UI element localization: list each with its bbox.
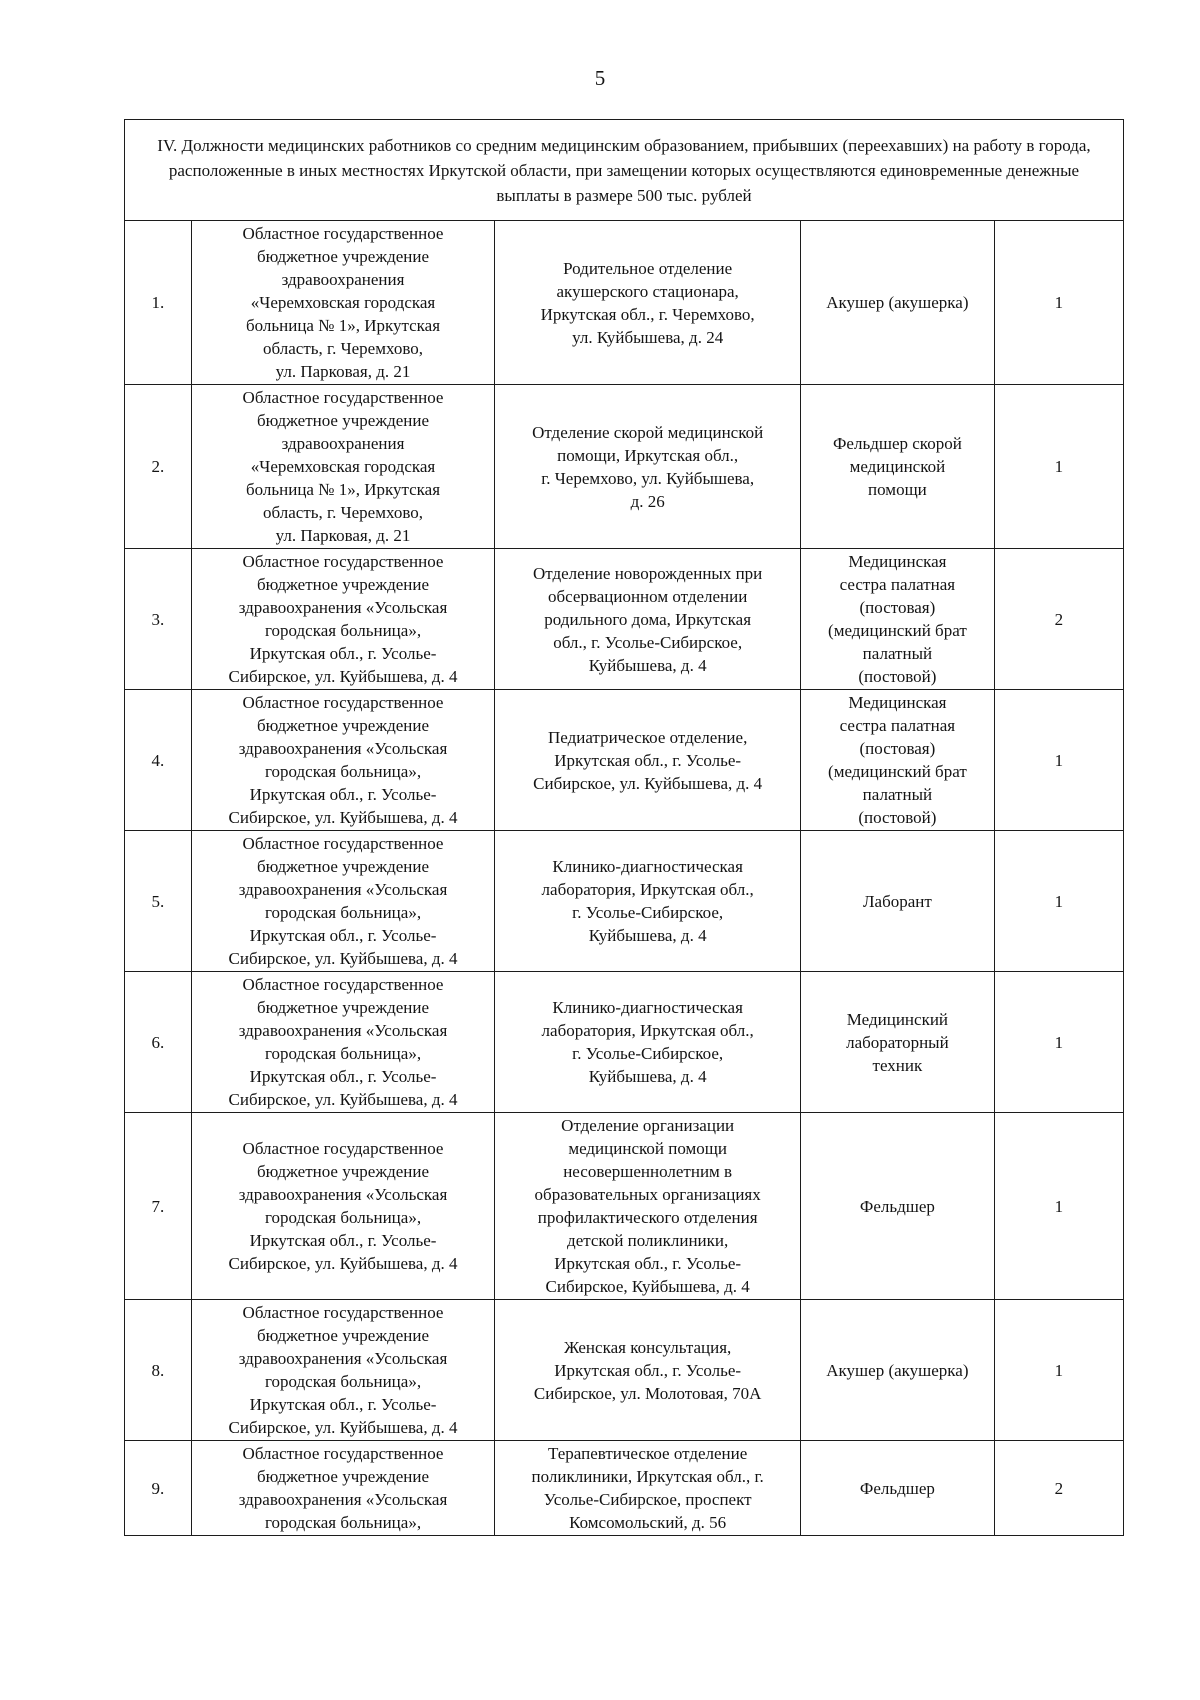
- count-cell: 1: [994, 1113, 1123, 1300]
- department-cell: Родительное отделение акушерского стационара, Иркутская обл., г. Черемхово, ул. Куйбышева, д. 24: [495, 221, 801, 385]
- organization-cell: Областное государственное бюджетное учреждение здравоохранения «Усольская городская больница», Иркутская обл., г. Усолье- Сибирское, ул. Куйбышева, д. 4: [191, 549, 495, 690]
- department-cell: Женская консультация, Иркутская обл., г. Усолье- Сибирское, ул. Молотовая, 70А: [495, 1300, 801, 1441]
- position-cell: Фельдшер скорой медицинской помощи: [801, 385, 995, 549]
- count-cell: 1: [994, 831, 1123, 972]
- position-cell: Акушер (акушерка): [801, 1300, 995, 1441]
- row-number-cell: 4.: [125, 690, 192, 831]
- position-cell: Лаборант: [801, 831, 995, 972]
- row-number-cell: 7.: [125, 1113, 192, 1300]
- position-cell: Акушер (акушерка): [801, 221, 995, 385]
- organization-cell: Областное государственное бюджетное учреждение здравоохранения «Усольская городская больница», Иркутская обл., г. Усолье- Сибирское, ул. Куйбышева, д. 4: [191, 1113, 495, 1300]
- table-row: [125, 385, 1124, 549]
- organization-cell: Областное государственное бюджетное учреждение здравоохранения «Усольская городская больница», Иркутская обл., г. Усолье- Сибирское, ул. Куйбышева, д. 4: [191, 972, 495, 1113]
- row-number-cell: 1.: [125, 221, 192, 385]
- count-cell: 2: [994, 549, 1123, 690]
- count-cell: 2: [994, 1441, 1123, 1536]
- table-row: [125, 1441, 1124, 1536]
- position-cell: Медицинский лабораторный техник: [801, 972, 995, 1113]
- position-cell: Фельдшер: [801, 1441, 995, 1536]
- organization-cell: Областное государственное бюджетное учреждение здравоохранения «Усольская городская больница»,: [191, 1441, 495, 1536]
- row-number-cell: 3.: [125, 549, 192, 690]
- page-number: 5: [594, 66, 606, 90]
- position-cell: Медицинская сестра палатная (постовая) (медицинский брат палатный (постовой): [801, 690, 995, 831]
- section-heading-row: [125, 120, 1124, 221]
- count-cell: 1: [994, 385, 1123, 549]
- count-cell: 1: [994, 221, 1123, 385]
- department-cell: Клинико-диагностическая лаборатория, Иркутская обл., г. Усолье-Сибирское, Куйбышева, д. 4: [495, 972, 801, 1113]
- count-cell: 1: [994, 1300, 1123, 1441]
- section-heading: IV. Должности медицинских работников со средним медицинским образованием, прибывших (переехавших) на работу в города, расположенные в иных местностях Иркутской области, при замещении которых осуществляются единовременные денежные выплаты в размере 500 тыс. рублей: [125, 120, 1124, 221]
- department-cell: Клинико-диагностическая лаборатория, Иркутская обл., г. Усолье-Сибирское, Куйбышева, д. 4: [495, 831, 801, 972]
- table-row: [125, 831, 1124, 972]
- organization-cell: Областное государственное бюджетное учреждение здравоохранения «Усольская городская больница», Иркутская обл., г. Усолье- Сибирское, ул. Куйбышева, д. 4: [191, 690, 495, 831]
- row-number-cell: 9.: [125, 1441, 192, 1536]
- position-cell: Медицинская сестра палатная (постовая) (медицинский брат палатный (постовой): [801, 549, 995, 690]
- department-cell: Педиатрическое отделение, Иркутская обл., г. Усолье- Сибирское, ул. Куйбышева, д. 4: [495, 690, 801, 831]
- table-row: [125, 549, 1124, 690]
- position-cell: Фельдшер: [801, 1113, 995, 1300]
- department-cell: Отделение скорой медицинской помощи, Иркутская обл., г. Черемхово, ул. Куйбышева, д. 26: [495, 385, 801, 549]
- table-row: [125, 1300, 1124, 1441]
- table-row: [125, 221, 1124, 385]
- organization-cell: Областное государственное бюджетное учреждение здравоохранения «Черемховская городская больница № 1», Иркутская область, г. Черемхово, ул. Парковая, д. 21: [191, 385, 495, 549]
- table-row: [125, 972, 1124, 1113]
- row-number-cell: 6.: [125, 972, 192, 1113]
- row-number-cell: 2.: [125, 385, 192, 549]
- organization-cell: Областное государственное бюджетное учреждение здравоохранения «Черемховская городская больница № 1», Иркутская область, г. Черемхово, ул. Парковая, д. 21: [191, 221, 495, 385]
- department-cell: Отделение новорожденных при обсервационном отделении родильного дома, Иркутская обл., г. Усолье-Сибирское, Куйбышева, д. 4: [495, 549, 801, 690]
- organization-cell: Областное государственное бюджетное учреждение здравоохранения «Усольская городская больница», Иркутская обл., г. Усолье- Сибирское, ул. Куйбышева, д. 4: [191, 831, 495, 972]
- count-cell: 1: [994, 972, 1123, 1113]
- table-row: [125, 1113, 1124, 1300]
- row-number-cell: 8.: [125, 1300, 192, 1441]
- department-cell: Терапевтическое отделение поликлиники, Иркутская обл., г. Усолье-Сибирское, проспект Комсомольский, д. 56: [495, 1441, 801, 1536]
- table-row: [125, 690, 1124, 831]
- count-cell: 1: [994, 690, 1123, 831]
- positions-table: [124, 119, 1124, 1536]
- organization-cell: Областное государственное бюджетное учреждение здравоохранения «Усольская городская больница», Иркутская обл., г. Усолье- Сибирское, ул. Куйбышева, д. 4: [191, 1300, 495, 1441]
- department-cell: Отделение организации медицинской помощи несовершеннолетним в образовательных организациях профилактического отделения детской поликлиники, Иркутская обл., г. Усолье- Сибирское, Куйбышева, д. 4: [495, 1113, 801, 1300]
- row-number-cell: 5.: [125, 831, 192, 972]
